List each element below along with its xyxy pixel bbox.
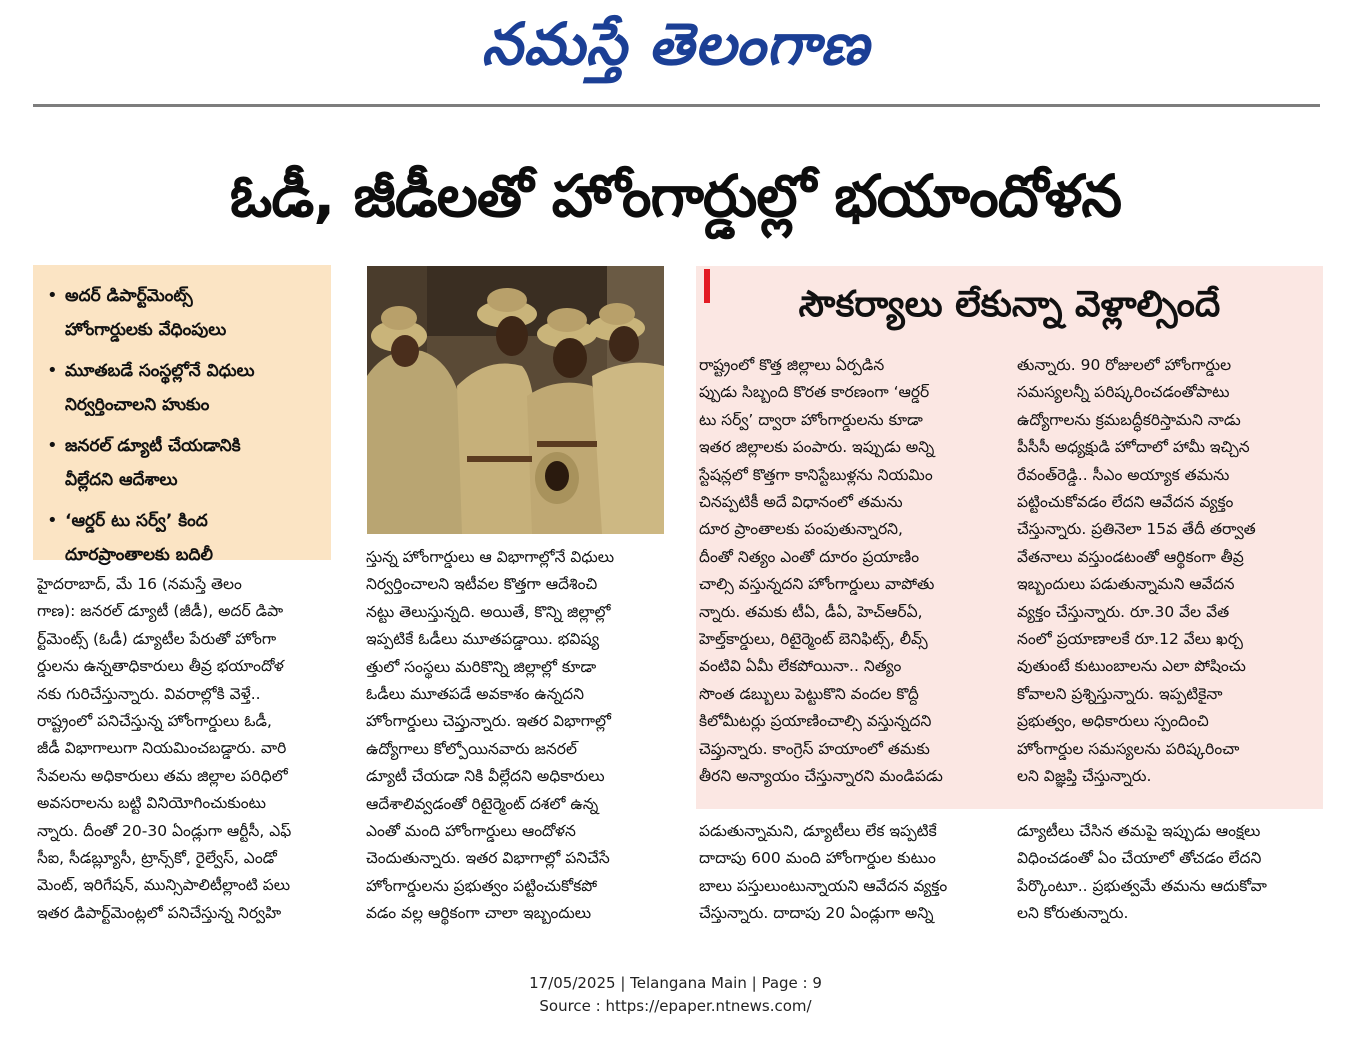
text-line: నిర్వర్తించాలని ఇటీవల కొత్తగా ఆదేశించి (366, 575, 598, 594)
text-line: లని కోరుతున్నారు. (1017, 904, 1129, 923)
text-line: సమస్యలన్నీ పరిష్కరించడంతోపాటు (1017, 383, 1230, 402)
text-line: డ్యూటీ చేయడా నికి వీల్లేదని అధికారులు (366, 767, 605, 786)
text-line: చాల్సి వస్తున్నదని హోంగార్డులు వాపోతు (699, 575, 935, 594)
highlight-line: ‘ఆర్డర్ టు సర్వ్’ కింద (65, 511, 208, 531)
text-line: వుతుంటే కుటుంబాలను ఎలా పోషించు (1017, 657, 1246, 676)
text-line: హెల్త్‌కార్డులు, రిటైర్మెంట్ బెనిఫిట్స్, లీవ్స్ (699, 630, 928, 649)
newspaper-masthead: నమస్తే తెలంగాణ (481, 10, 870, 78)
highlight-line: జనరల్ డ్యూటీ చేయడానికి (65, 436, 241, 456)
text-line: ఓడీలు మూతపడే అవకాశం ఉన్నదని (366, 685, 585, 704)
text-line: పట్టించుకోవడం లేదని ఆవేదన వ్యక్తం (1017, 493, 1234, 512)
highlight-item (47, 504, 321, 572)
highlight-line: నిర్వర్తించాలని హుకుం (65, 395, 210, 415)
text-line: సేవలను అధికారులు తమ జిల్లాల పరిధిలో (37, 766, 288, 785)
text-line: దూర ప్రాంతాలకు పంపుతున్నారని, (699, 520, 903, 539)
highlight-line: హోంగార్డులకు వేధింపులు (65, 320, 227, 340)
text-line: కోవాలని ప్రశ్నిస్తున్నారు. ఇప్పటికైనా (1017, 684, 1223, 703)
text-line: చెందుతున్నారు. ఇతర విభాగాల్లో పనిచేసే (366, 849, 610, 868)
text-line: నకు గురిచేస్తున్నారు. వివరాల్లోకి వెళ్తే.. (37, 684, 261, 703)
text-line: చేస్తున్నారు. ప్రతినెలా 15వ తేదీ తర్వాత (1017, 520, 1256, 539)
text-line: స్తున్న హోంగార్డులు ఆ విభాగాల్లోనే విధులు (366, 548, 615, 566)
text-line: స్టేషన్లలో కొత్తగా కానిస్టేబుళ్లను నియమిం (699, 465, 933, 484)
article-column-1 (37, 571, 333, 927)
callout-title: సౌకర్యాలు లేకున్నా వెళ్లాల్సిందే (798, 284, 1221, 325)
text-line: ప్రభుత్వం, అధికారులు స్పందించి (1017, 712, 1209, 731)
text-line: బాలు పస్తులుంటున్నాయని ఆవేదన వ్యక్తం (699, 876, 948, 895)
text-line: రాష్ట్రంలో కొత్త జిల్లాలు ఏర్పడిన (699, 356, 885, 374)
article-column-2 (366, 544, 664, 928)
highlight-item (47, 354, 321, 422)
text-line: చినప్పటికీ అదే విధానంలో తమను (699, 493, 903, 512)
footer-edition-info: 17/05/2025 | Telangana Main | Page : 9 (529, 974, 822, 992)
text-line: హోంగార్డులను ప్రభుత్వం పట్టించుకోకపో (366, 876, 598, 895)
text-line: కిలోమీటర్లు ప్రయాణించాల్సి వస్తున్నదని (699, 712, 932, 731)
text-line: డ్యూటీలు చేసిన తమపై ఇప్పుడు ఆంక్షలు (1017, 822, 1261, 840)
text-line: చేస్తున్నారు. దాదాపు 20 ఏండ్లుగా అన్ని (699, 904, 934, 923)
text-line: నట్టు తెలుస్తున్నది. అయితే, కొన్ని జిల్లాల్లో (366, 602, 611, 621)
text-line: గాణ): జనరల్ డ్యూటీ (జీడీ), అదర్ డిపా (37, 602, 284, 621)
text-line: హోంగార్డులు చెప్తున్నారు. ఇతర విభాగాల్లో (366, 712, 611, 731)
text-line: రాష్ట్రంలో పనిచేస్తున్న హోంగార్డులు ఓడీ, (37, 712, 272, 731)
highlight-line: దూరప్రాంతాలకు బదిలీ (65, 545, 213, 565)
text-line: ఇతర జిల్లాలకు పంపారు. ఇప్పుడు అన్ని (699, 438, 935, 457)
bullet-icon: • (47, 285, 58, 306)
text-line: ఆదేశాలివ్వడంతో రిటైర్మెంట్ దశలో ఉన్న (366, 794, 599, 813)
text-line: వ్యక్తం చేస్తున్నారు. రూ.30 వేల వేత (1017, 602, 1230, 621)
text-line: ర్ట్‌మెంట్స్ (ఓడీ) డ్యూటీల పేరుతో హోంగా (37, 629, 277, 648)
text-line: పడుతున్నామని, డ్యూటీలు లేక ఇప్పటికే (699, 822, 937, 840)
text-line: తున్నారు. 90 రోజులలో హోంగార్డుల (1017, 356, 1232, 374)
text-line: మెంట్, ఇరిగేషన్, మున్సిపాలిటీల్లాంటి పలు (37, 876, 291, 895)
highlights-box (33, 265, 331, 565)
text-line: న్నారు. దీంతో 20-30 ఏండ్లుగా ఆర్టీసీ, ఎఫ్ (37, 821, 292, 840)
text-line: లని విజ్ఞప్తి చేస్తున్నారు. (1017, 767, 1152, 786)
text-line: ఇప్పటికే ఓడీలు మూతపడ్డాయి. భవిష్య (366, 630, 600, 649)
article-column-3 (699, 818, 1000, 928)
masthead-rule (33, 104, 1320, 107)
text-line: న్నారు. తమకు టీఏ, డీఏ, హెచ్‌ఆర్‌ఏ, (699, 602, 923, 621)
text-line: హైదరాబాద్, మే 16 (నమస్తే తెలం (37, 575, 242, 593)
text-line: అవసరాలను బట్టి వినియోగించుకుంటు (37, 794, 266, 813)
text-line: వేతనాలు వస్తుండటంతో ఆర్థికంగా తీవ్ర (1017, 547, 1244, 566)
home-guards-photo (367, 266, 664, 534)
text-line: పేర్కొంటూ.. ప్రభుత్వమే తమను ఆదుకోవా (1017, 876, 1267, 895)
text-line: వడం వల్ల ఆర్థికంగా చాలా ఇబ్బందులు (366, 904, 592, 923)
highlight-item (47, 429, 321, 497)
text-line: దీంతో నిత్యం ఎంతో దూరం ప్రయాణిం (699, 547, 920, 566)
text-line: ఎంతో మంది హోంగార్డులు ఆందోళన (366, 822, 576, 841)
text-line: దాదాపు 600 మంది హోంగార్డుల కుటుం (699, 849, 936, 868)
text-line: సీఐ, సీడబ్ల్యూసీ, ట్రాన్స్‌కో, రైల్వేస్, ఎండో (37, 849, 277, 868)
text-line: తీరని అన్యాయం చేస్తున్నారని మండిపడు (699, 767, 943, 786)
text-line: విధించడంతో ఏం చేయాలో తోచడం లేదని (1017, 849, 1262, 868)
text-line: రేవంత్‌రెడ్డి.. సీఎం అయ్యాక తమను (1017, 465, 1230, 484)
text-line: నంలో ప్రయాణాలకే రూ.12 వేలు ఖర్చ (1017, 630, 1243, 649)
highlight-line: మూతబడే సంస్థల్లోనే విధులు (65, 361, 255, 381)
text-line: ఇబ్బందులు పడుతున్నామని ఆవేదన (1017, 575, 1235, 594)
highlight-line: అదర్ డిపార్ట్‌మెంట్స్ (65, 286, 193, 306)
text-line: త్తులో సంస్థలు మరికొన్ని జిల్లాల్లో కూడా (366, 657, 597, 676)
bullet-icon: • (47, 435, 58, 456)
text-line: ర్డులను ఉన్నతాధికారులు తీవ్ర భయాందోళ (37, 657, 284, 676)
bullet-icon: • (47, 360, 58, 381)
text-line: పీసీసీ అధ్యక్షుడి హోదాలో హామీ ఇచ్చిన (1017, 438, 1250, 457)
footer-source-link[interactable]: Source : https://epaper.ntnews.com/ (539, 997, 812, 1015)
callout-column-a (699, 352, 1000, 791)
highlight-line: వీల్లేదని ఆదేశాలు (65, 470, 178, 490)
text-line: జీడీ విభాగాలుగా నియమించబడ్డారు. వారి (37, 739, 287, 758)
text-line: ఉద్యోగాలను క్రమబద్ధీకరిస్తామని నాడు (1017, 410, 1241, 429)
text-line: టు సర్వ్’ ద్వారా హోంగార్డులను కూడా (699, 410, 923, 429)
text-line: చెప్తున్నారు. కాంగ్రెస్ హయాంలో తమకు (699, 739, 930, 758)
text-line: ప్పుడు సిబ్బంది కొరత కారణంగా ‘ఆర్డర్ (699, 383, 930, 402)
text-line: ఉద్యోగాలు కోల్పోయినవారు జనరల్ (366, 739, 577, 758)
text-line: సొంత డబ్బులు పెట్టుకొని వందల కొద్దీ (699, 684, 919, 703)
article-column-4 (1017, 818, 1320, 928)
callout-column-b (1017, 352, 1320, 791)
highlight-item (47, 279, 321, 347)
text-line: హోంగార్డుల సమస్యలను పరిష్కరించా (1017, 739, 1240, 758)
text-line: ఇతర డిపార్ట్‌మెంట్లలో పనిచేస్తున్న నిర్వహి (37, 903, 282, 922)
bullet-icon: • (47, 510, 58, 531)
text-line: వంటివి ఏమీ లేకపోయినా.. నిత్యం (699, 657, 902, 676)
article-headline: ఓడీ, జీడీలతో హోంగార్డుల్లో భయాందోళన (229, 162, 1122, 230)
